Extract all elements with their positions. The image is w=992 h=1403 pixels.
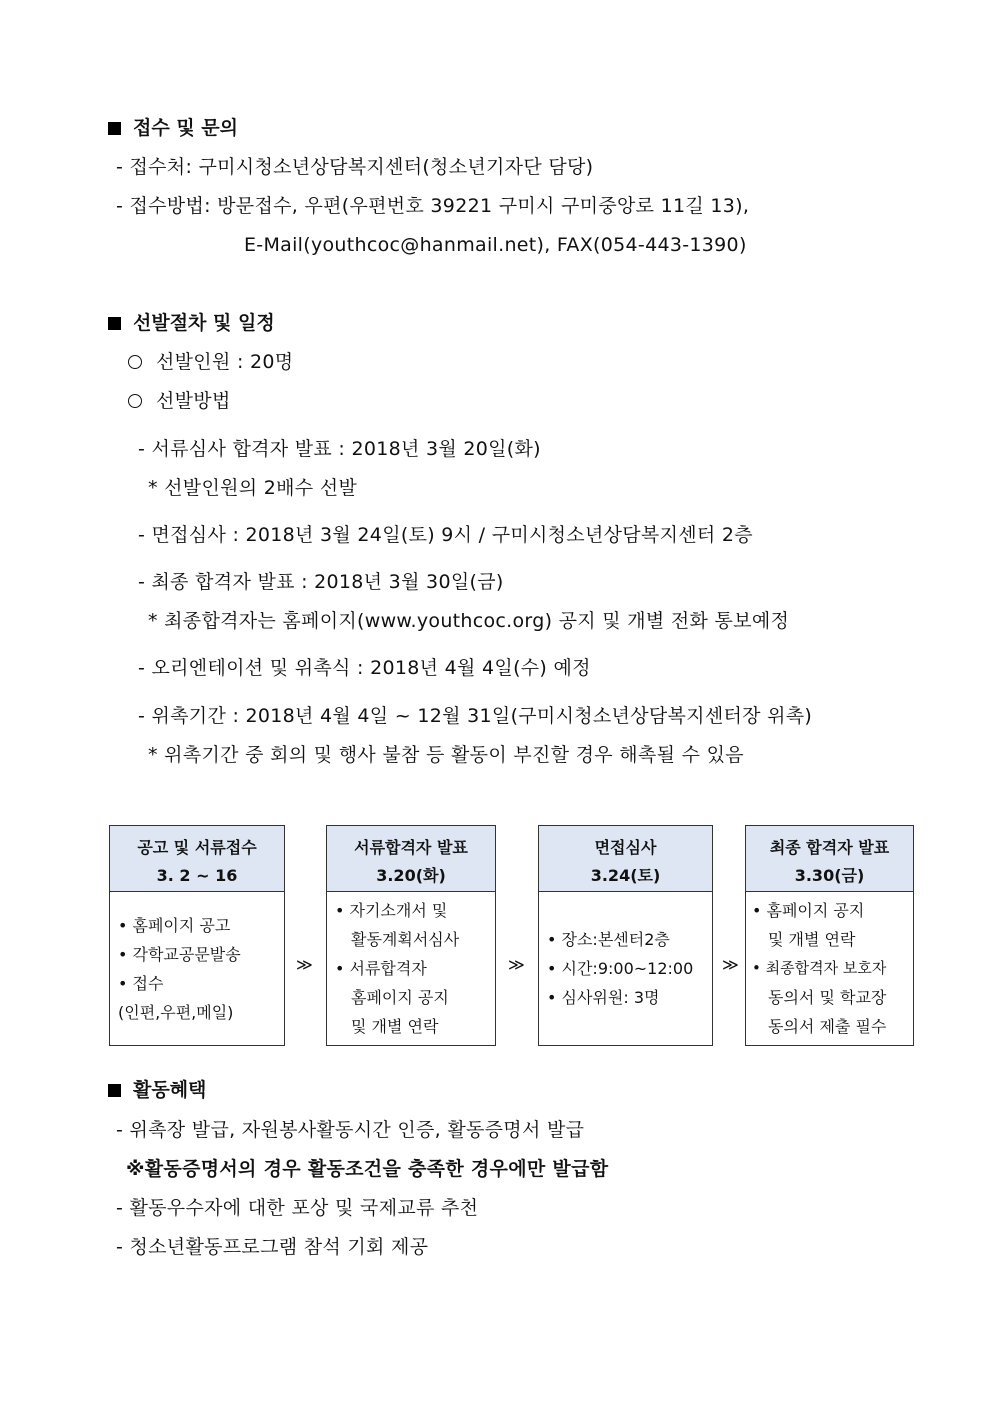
flow-step-line: • 시간:9:00~12:00	[547, 959, 694, 978]
selection-count-text: 선발인원 : 20명	[156, 351, 294, 373]
flow-step-header	[110, 826, 284, 892]
reception-heading-text: 접수 및 문의	[133, 117, 238, 139]
flow-step-final-result	[745, 825, 914, 1046]
flow-step-line: • 심사위원: 3명	[547, 988, 660, 1007]
schedule-note: * 위촉기간 중 회의 및 행사 불참 등 활동이 부진할 경우 해촉될 수 있음	[148, 744, 744, 766]
benefit-note: ※활동증명서의 경우 활동조건을 충족한 경우에만 발급함	[126, 1158, 609, 1180]
flow-step-body	[110, 892, 284, 1045]
flow-step-title: 면접심사	[594, 838, 657, 857]
flow-step-line: 및 개별 연락	[351, 1017, 439, 1036]
benefits-heading-text: 활동혜택	[133, 1079, 207, 1101]
flow-step-header	[327, 826, 495, 892]
schedule-item: - 오리엔테이션 및 위촉식 : 2018년 4월 4일(수) 예정	[138, 657, 591, 679]
flow-step-title: 공고 및 서류접수	[137, 838, 257, 857]
flow-step-header	[746, 826, 913, 892]
benefits-heading	[108, 1078, 206, 1102]
circle-bullet-icon	[128, 394, 142, 408]
flow-step-date: 3.20(화)	[376, 866, 446, 885]
flow-step-line: • 자기소개서 및	[335, 901, 448, 920]
flow-step-line: • 각학교공문발송	[118, 944, 241, 964]
flow-step-date: 3.24(토)	[590, 866, 661, 885]
flow-step-body	[327, 892, 495, 1045]
flow-step-line: • 접수	[118, 973, 164, 993]
schedule-note: * 선발인원의 2배수 선발	[148, 477, 358, 499]
flow-arrow-icon: ≫	[296, 955, 313, 974]
benefit-item: - 활동우수자에 대한 포상 및 국제교류 추천	[116, 1197, 479, 1219]
benefit-item: - 위촉장 발급, 자원봉사활동시간 인증, 활동증명서 발급	[116, 1119, 585, 1141]
reception-place: - 접수처: 구미시청소년상담복지센터(청소년기자단 담당)	[116, 156, 594, 178]
circle-bullet-icon	[128, 355, 142, 369]
flow-step-document-result	[326, 825, 496, 1046]
square-bullet-icon	[108, 122, 121, 135]
flow-step-line: 및 개별 연락	[768, 930, 856, 949]
flow-step-line: • 최종합격자 보호자	[752, 959, 887, 977]
reception-heading	[108, 116, 238, 140]
selection-heading-text: 선발절차 및 일정	[133, 312, 275, 334]
flow-arrow-icon: ≫	[508, 955, 525, 974]
schedule-item: - 면접심사 : 2018년 3월 24일(토) 9시 / 구미시청소년상담복지센터 2층	[138, 524, 753, 546]
flow-step-line: 홈페이지 공지	[351, 988, 449, 1007]
flow-arrow-icon: ≫	[722, 955, 739, 974]
square-bullet-icon	[108, 317, 121, 330]
flow-step-line: 동의서 및 학교장	[768, 988, 887, 1007]
schedule-note: * 최종합격자는 홈페이지(www.youthcoc.org) 공지 및 개별 전화 통보예정	[148, 610, 790, 632]
flow-step-header	[539, 826, 712, 892]
schedule-item: - 서류심사 합격자 발표 : 2018년 3월 20일(화)	[138, 438, 541, 460]
flow-step-line: • 홈페이지 공지	[752, 901, 865, 920]
flow-step-date: 3. 2 ~ 16	[156, 866, 238, 885]
flow-step-interview	[538, 825, 713, 1046]
flow-step-body	[539, 892, 712, 1045]
flow-step-title: 최종 합격자 발표	[769, 838, 890, 857]
benefit-item: - 청소년활동프로그램 참석 기회 제공	[116, 1236, 429, 1258]
flow-step-line: • 서류합격자	[335, 959, 427, 978]
flow-step-title: 서류합격자 발표	[354, 838, 468, 857]
schedule-item: - 위촉기간 : 2018년 4월 4일 ~ 12월 31일(구미시청소년상담복지센터장 위촉)	[138, 705, 813, 727]
selection-heading	[108, 311, 275, 335]
flow-step-date: 3.30(금)	[794, 866, 865, 885]
flow-step-line: (인편,우편,메일)	[118, 1002, 234, 1022]
flow-step-body	[746, 892, 913, 1045]
selection-count	[128, 350, 293, 374]
square-bullet-icon	[108, 1084, 121, 1097]
reception-method-line2: E-Mail(youthcoc@hanmail.net), FAX(054-443-1390)	[244, 234, 747, 256]
flow-step-line: 동의서 제출 필수	[768, 1017, 887, 1036]
flow-step-line: • 장소:본센터2층	[547, 930, 670, 949]
schedule-item: - 최종 합격자 발표 : 2018년 3월 30일(금)	[138, 571, 504, 593]
reception-method-line1: - 접수방법: 방문접수, 우편(우편번호 39221 구미시 구미중앙로 11길 13),	[116, 195, 750, 217]
flow-step-line: 활동계획서심사	[351, 930, 460, 949]
flow-step-line: • 홈페이지 공고	[118, 915, 231, 935]
flow-step-announcement	[109, 825, 285, 1046]
selection-method	[128, 389, 231, 413]
selection-method-text: 선발방법	[156, 390, 231, 412]
